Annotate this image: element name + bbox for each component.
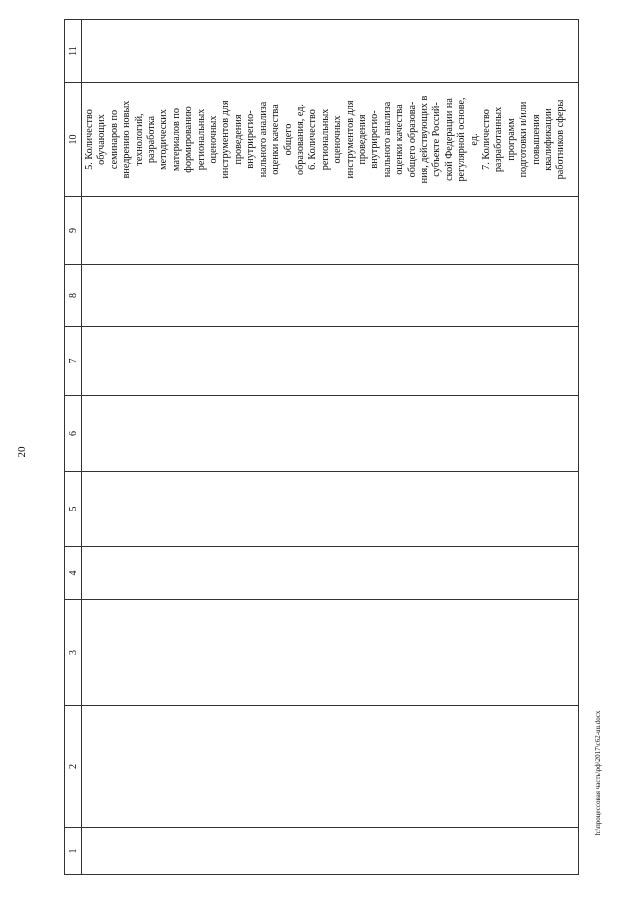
column-number-2: 2 xyxy=(65,706,82,828)
table-cell-col2 xyxy=(82,706,579,828)
column-number-1: 1 xyxy=(65,828,82,875)
indicator-text-line: нального анализа xyxy=(381,101,393,178)
table-cell-col6 xyxy=(82,396,579,472)
column-number-8: 8 xyxy=(65,265,82,327)
indicator-text-line: оценочных xyxy=(208,115,220,164)
indicator-text-line: повышения xyxy=(530,114,542,165)
page-number: 20 xyxy=(16,446,28,458)
table-cell-col5 xyxy=(82,472,579,547)
indicator-text xyxy=(82,83,574,196)
indicator-text-line: подготовки и/или xyxy=(518,101,530,178)
indicator-text-line: образования, ед. xyxy=(294,104,306,175)
indicator-text-line: методических xyxy=(158,109,170,170)
column-number-3: 3 xyxy=(65,600,82,706)
indicator-text-line: инструментов для xyxy=(220,100,232,179)
table-cell-col3 xyxy=(82,600,579,706)
indicator-text-line: проведения xyxy=(356,114,368,165)
indicator-text-line: проведения xyxy=(232,114,244,165)
indicator-text-line: 6. Количество xyxy=(307,109,319,170)
table-cell-col4 xyxy=(82,547,579,600)
indicator-text-line: 5. Количество xyxy=(84,109,95,170)
column-number-5: 5 xyxy=(65,472,82,547)
indicator-text-line: инструментов для xyxy=(344,100,356,179)
column-number-row xyxy=(65,20,82,875)
data-table xyxy=(64,20,579,875)
indicator-text-line: формированию xyxy=(183,106,195,173)
indicator-text-line: разработанных xyxy=(493,106,505,173)
indicator-text-line: ния, действующих в xyxy=(418,95,430,184)
indicator-text-line: внутрирегио- xyxy=(369,110,381,169)
indicator-text-line: оценки качества xyxy=(394,104,406,175)
indicator-text-line: 7. Количество xyxy=(481,109,492,170)
indicator-text-line: семинаров по xyxy=(108,109,120,170)
indicator-text-line: общего xyxy=(282,123,294,156)
table-cell-col1 xyxy=(82,828,579,875)
indicator-text-line: региональных xyxy=(319,108,331,171)
indicator-text-line: нального анализа xyxy=(257,101,269,178)
indicator-text-line: работников сферы xyxy=(555,99,567,180)
indicator-text-line: разработка xyxy=(146,115,158,164)
indicator-text-line: субъекте Россий- xyxy=(431,102,443,177)
table-cell-col8 xyxy=(82,265,579,327)
column-number-11: 11 xyxy=(65,20,82,83)
indicator-text-line: технологий, xyxy=(133,113,145,166)
table-cell-col10 xyxy=(82,83,579,197)
indicator-text-line: материалов по xyxy=(170,108,182,171)
table-row xyxy=(82,20,579,875)
column-number-6: 6 xyxy=(65,396,82,472)
indicator-text-line: программ xyxy=(505,118,517,161)
indicator-text-line: обучающих xyxy=(96,114,108,165)
indicator-text-line: оценочных xyxy=(332,115,344,164)
table-cell-col11 xyxy=(82,20,579,83)
column-number-7: 7 xyxy=(65,327,82,396)
column-number-4: 4 xyxy=(65,547,82,600)
table-cell-col7 xyxy=(82,327,579,396)
indicator-text-line: общего образова- xyxy=(406,101,418,178)
file-path-footer: h:\процессовая часть\рф\2017\c62-uu.docx xyxy=(594,710,602,836)
indicator-text-line: региональных xyxy=(195,108,207,171)
indicator-text-line: ед. xyxy=(468,133,480,146)
indicator-text-line: внутрирегио- xyxy=(245,110,257,169)
column-number-10: 10 xyxy=(65,83,82,197)
indicator-text-line: ской Федерации на xyxy=(443,98,455,181)
column-number-9: 9 xyxy=(65,197,82,265)
indicator-text-line: квалификации xyxy=(543,108,555,171)
indicator-text-line: регулярной основе, xyxy=(456,97,468,182)
table-cell-col9 xyxy=(82,197,579,265)
indicator-text-line: оценки качества xyxy=(270,104,282,175)
indicator-text-line: внедрению новых xyxy=(121,100,133,179)
